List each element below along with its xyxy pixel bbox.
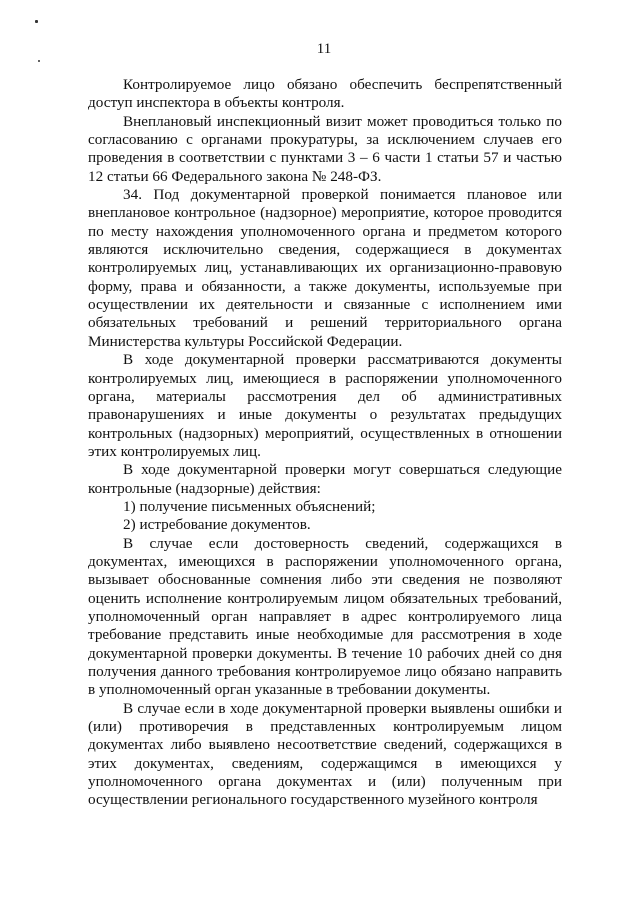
paragraph-section-34: 34. Под документарной проверкой понимается плановое или внеплановое контрольное (надзорное) мероприятие, которое проводится по месту нахождения уполномоченного органа и предметом которого являются исключительно сведения, содержащиеся в документах контролируемых лиц, устанавливающих их организационно-правовую форму, права и обязанности, а также документы, используемые при осуществлении их деятельности и связанные с исполнением ими обязательных требований и решений территориального органа Министерства культуры Российской Федерации. — [88, 186, 562, 350]
paragraph: В ходе документарной проверки могут совершаться следующие контрольные (надзорные) действия: — [88, 461, 562, 497]
paragraph: Контролируемое лицо обязано обеспечить беспрепятственный доступ инспектора в объекты контроля. — [88, 76, 562, 112]
paragraph: В случае если достоверность сведений, содержащихся в документах, имеющихся в распоряжении уполномоченного органа, вызывает обоснованные сомнения либо эти сведения не позволяют оценить исполнение контролируемым лицом обязательных требований, уполномоченный орган направляет в адрес контролируемого лица требование представить иные необходимые для рассмотрения в ходе документарной проверки документы. В течение 10 рабочих дней со дня получения данного требования контролируемое лицо обязано направить в уполномоченный орган указанные в требовании документы. — [88, 534, 562, 699]
paragraph: В случае если в ходе документарной проверки выявлены ошибки и (или) противоречия в представленных контролируемым лицом документах либо выявлено несоответствие сведений, содержащихся в этих документах, сведениям, содержащимся в имеющихся у уполномоченного органа документах и (или) полученным при осуществлении регионального государственного музейного контроля — [88, 699, 562, 809]
scan-speck — [38, 60, 40, 62]
paragraph: В ходе документарной проверки рассматриваются документы контролируемых лиц, имеющиеся в распоряжении уполномоченного органа, материалы рассмотрения дел об административных правонарушениях и иные документы о результатах предыдущих контрольных (надзорных) мероприятий, осуществленных в отношении этих контролируемых лиц. — [88, 351, 562, 460]
list-item: 1) получение письменных объяснений; — [123, 497, 376, 515]
page-number: 11 — [316, 41, 332, 57]
document-body — [88, 76, 562, 810]
list-item: 2) истребование документов. — [123, 516, 311, 534]
paragraph: Внеплановый инспекционный визит может проводиться только по согласованию с органами прокуратуры, за исключением случаев его проведения в соответствии с пунктами 3 – 6 части 1 статьи 57 и частью 12 статьи 66 Федерального закона № 248-ФЗ. — [88, 112, 562, 185]
scan-speck — [35, 20, 38, 23]
